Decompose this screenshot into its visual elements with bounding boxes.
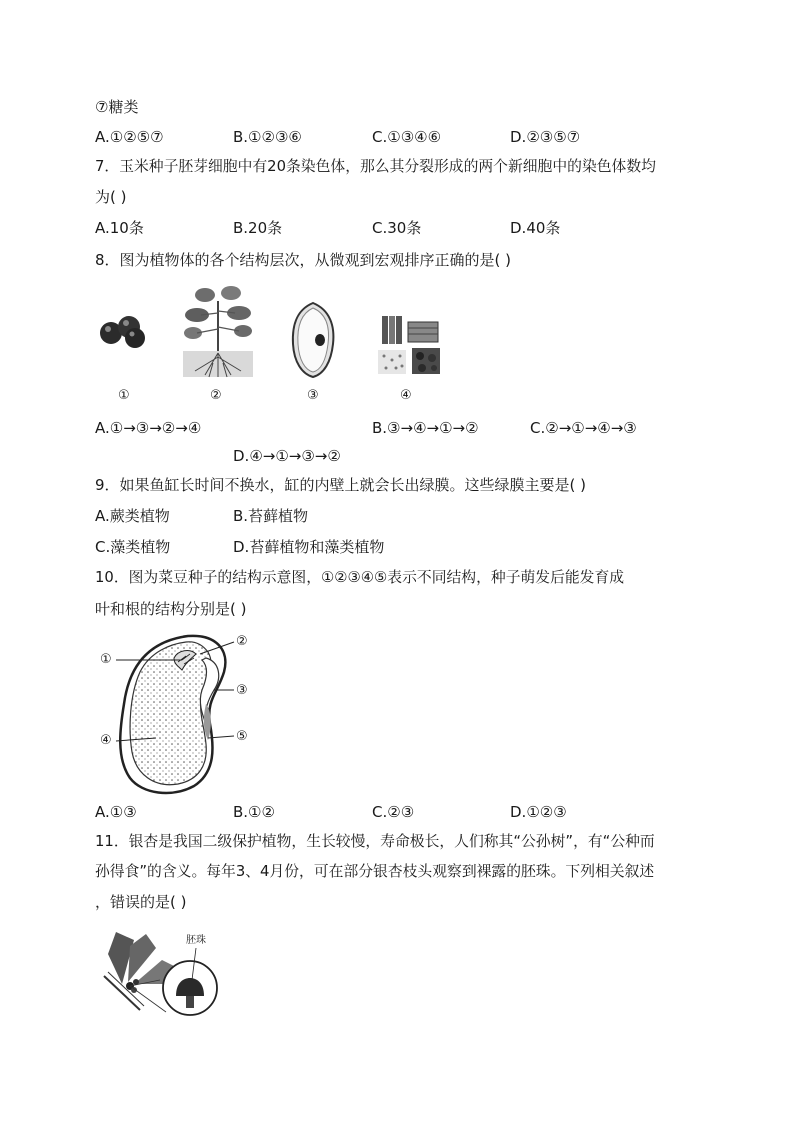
q8-option-b: B.③→④→①→②: [372, 419, 479, 437]
q7-stem-line1: 7．玉米种子胚芽细胞中有20条染色体，那么其分裂形成的两个新细胞中的染色体数均: [95, 158, 656, 175]
q8-label-2: ②: [210, 388, 222, 403]
q10-stem-line1: 10．图为菜豆种子的结构示意图，①②③④⑤表示不同结构，种子萌发后能发育成: [95, 569, 625, 586]
q8-label-4: ④: [400, 388, 412, 403]
q9-stem: 9．如果鱼缸长时间不换水，缸的内壁上就会长出绿膜。这些绿膜主要是( ): [95, 476, 587, 494]
q8-cherries-figure: [97, 313, 149, 349]
q8-stem: 8．图为植物体的各个结构层次，从微观到宏观排序正确的是( ): [95, 251, 512, 269]
q11-ginkgo-figure: [100, 926, 225, 1018]
q6-tail: ⑦糖类: [95, 98, 139, 116]
q8-option-a: A.①→③→②→④: [95, 419, 202, 437]
q7-option-b: B.20条: [233, 219, 283, 237]
q6-option-c: C.①③④⑥: [372, 128, 442, 146]
q9-option-d: D.苔藓植物和藻类植物: [233, 538, 385, 556]
q8-tissues-figure: [376, 314, 442, 378]
q6-option-a: A.①②⑤⑦: [95, 128, 164, 146]
q10-label-5: ⑤: [236, 729, 248, 744]
q8-option-c: C.②→①→④→③: [530, 419, 637, 437]
q10-bean-seed-diagram: [98, 628, 263, 798]
q8-label-3: ③: [307, 388, 319, 403]
q9-option-c: C.藻类植物: [95, 538, 171, 556]
q7-option-a: A.10条: [95, 219, 144, 237]
q10-label-2: ②: [236, 634, 248, 649]
q7-stem-line2: 为( ): [95, 188, 127, 206]
q8-cell-figure: [288, 300, 338, 380]
q10-option-c: C.②③: [372, 803, 415, 821]
q9-option-a: A.蕨类植物: [95, 507, 170, 525]
q10-option-b: B.①②: [233, 803, 275, 821]
q10-option-d: D.①②③: [510, 803, 567, 821]
q11-stem-line2: 孙得食”的含义。每年3、4月份，可在部分银杏枝头观察到裸露的胚珠。下列相关叙述: [95, 863, 655, 880]
q10-label-1: ①: [100, 652, 112, 667]
q6-option-b: B.①②③⑥: [233, 128, 302, 146]
q11-stem-line1: 11．银杏是我国二级保护植物，生长较慢，寿命极长，人们称其“公孙树”，有“公种而: [95, 833, 655, 850]
q11-ovule-label: 胚珠: [186, 935, 206, 946]
q7-option-c: C.30条: [372, 219, 422, 237]
q11-stem-line3: ，错误的是( ): [95, 893, 187, 911]
q9-option-b: B.苔藓植物: [233, 507, 309, 525]
q6-option-d: D.②③⑤⑦: [510, 128, 581, 146]
q8-option-d: D.④→①→③→②: [233, 447, 341, 465]
q7-option-d: D.40条: [510, 219, 561, 237]
q8-plant-figure: [183, 283, 253, 379]
q10-stem-line2: 叶和根的结构分别是( ): [95, 600, 247, 618]
q8-label-1: ①: [118, 388, 130, 403]
q10-label-3: ③: [236, 683, 248, 698]
q10-label-4: ④: [100, 733, 112, 748]
q10-option-a: A.①③: [95, 803, 137, 821]
